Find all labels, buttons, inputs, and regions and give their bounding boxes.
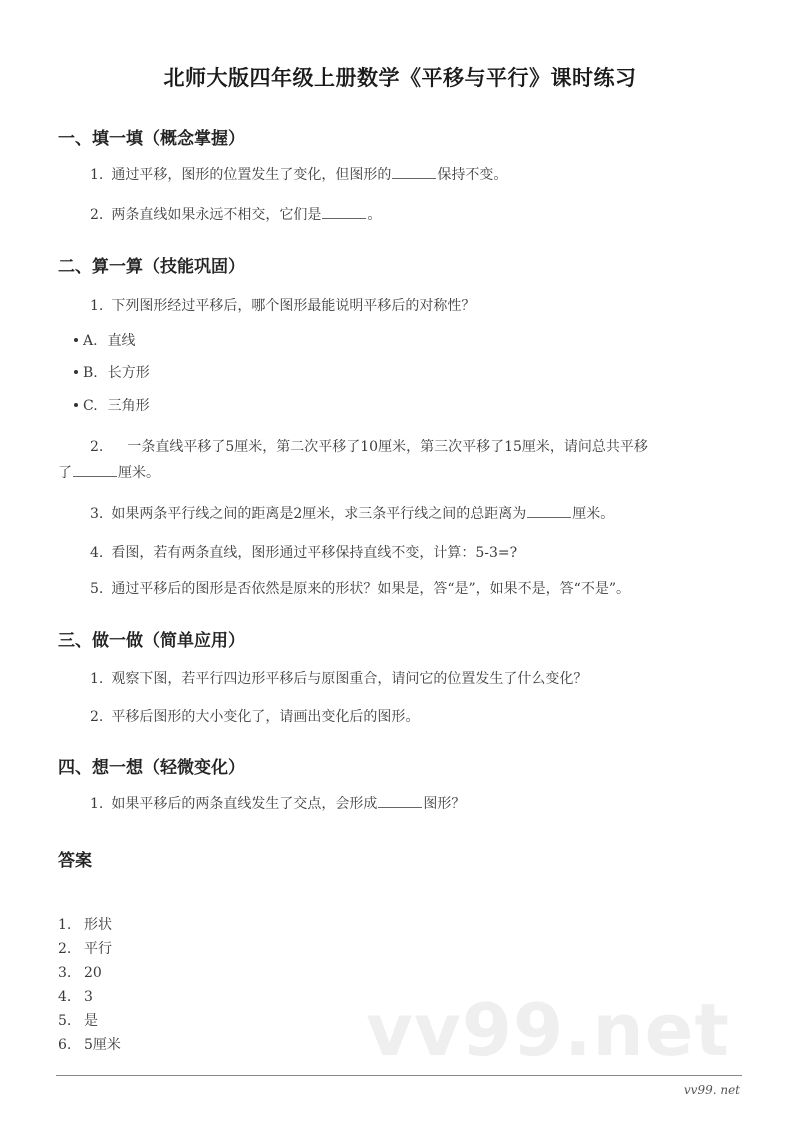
question-number: 2. — [90, 709, 104, 725]
answer-blank — [322, 204, 366, 219]
option-a — [74, 330, 136, 350]
question-1-2 — [90, 204, 381, 224]
question-number: 1. — [90, 167, 104, 183]
option-b — [74, 362, 150, 382]
question-text: 一条直线平移了5厘米，第二次平移了10厘米，第三次平移了15厘米，请问总共平移 — [127, 439, 648, 455]
question-text-cont: 了 — [58, 465, 72, 481]
question-text: 如果平移后的两条直线发生了交点，会形成 — [111, 796, 378, 812]
answer-text: 形状 — [84, 917, 112, 933]
question-2-5 — [90, 578, 630, 598]
answer-number: 3. — [58, 965, 72, 981]
question-4-1 — [90, 793, 465, 813]
question-text-end: 。 — [367, 207, 382, 223]
answer-text: 是 — [84, 1013, 98, 1029]
answer-list — [58, 913, 121, 1057]
question-2-1 — [90, 295, 475, 315]
answer-item — [58, 1033, 121, 1057]
answer-item — [58, 961, 121, 985]
bullet-icon — [74, 403, 78, 407]
bullet-icon — [74, 338, 78, 342]
question-text: 下列图形经过平移后，哪个图形最能说明平移后的对称性？ — [111, 298, 476, 314]
option-c — [74, 395, 150, 415]
answers-heading: 答案 — [58, 851, 92, 871]
answer-blank — [392, 164, 436, 179]
question-text: 如果两条平行线之间的距离是2厘米，求三条平行线之间的总距离为 — [111, 506, 527, 522]
section-heading-4: 四、想一想（轻微变化） — [58, 758, 245, 778]
answer-item — [58, 1009, 121, 1033]
option-letter: B. — [83, 365, 98, 381]
question-number: 4. — [90, 545, 104, 561]
question-3-2 — [90, 706, 419, 726]
answer-number: 5. — [58, 1013, 72, 1029]
question-number: 2. — [90, 207, 104, 223]
question-text: 通过平移，图形的位置发生了变化，但图形的 — [111, 167, 392, 183]
question-2-2 — [58, 434, 748, 486]
question-number: 5. — [90, 581, 104, 597]
option-text: 三角形 — [107, 398, 150, 414]
answer-blank — [527, 503, 571, 518]
question-text-end: 厘米。 — [118, 465, 160, 481]
answer-text: 5厘米 — [84, 1037, 121, 1053]
question-text: 观察下图，若平行四边形平移后与原图重合，请问它的位置发生了什么变化？ — [111, 671, 588, 687]
question-text-end: 厘米。 — [572, 506, 615, 522]
question-text-end: 保持不变。 — [437, 167, 508, 183]
footer-divider — [56, 1075, 742, 1076]
question-text-end: 图形？ — [423, 796, 466, 812]
answer-number: 2. — [58, 941, 72, 957]
question-text: 平移后图形的大小变化了，请画出变化后的图形。 — [111, 709, 420, 725]
answer-blank — [73, 462, 117, 477]
option-letter: A. — [83, 333, 98, 349]
footer-text: vv99. net — [683, 1083, 740, 1097]
question-text: 两条直线如果永远不相交，它们是 — [111, 207, 322, 223]
question-number: 2. — [90, 439, 104, 455]
question-1-1 — [90, 164, 507, 184]
answer-text: 20 — [84, 965, 102, 981]
question-2-3 — [90, 503, 614, 523]
option-text: 直线 — [107, 333, 136, 349]
section-heading-1: 一、填一填（概念掌握） — [58, 129, 245, 149]
question-number: 3. — [90, 506, 104, 522]
section-heading-2: 二、算一算（技能巩固） — [58, 257, 245, 277]
question-text: 看图，若有两条直线，图形通过平移保持直线不变，计算：5-3=? — [111, 545, 518, 561]
answer-number: 6. — [58, 1037, 72, 1053]
question-2-4 — [90, 542, 517, 562]
answer-item — [58, 985, 121, 1009]
section-heading-3: 三、做一做（简单应用） — [58, 631, 245, 651]
answer-blank — [378, 793, 422, 808]
question-text: 通过平移后的图形是否依然是原来的形状？如果是，答“是”，如果不是，答“不是”。 — [111, 581, 630, 597]
question-number: 1. — [90, 671, 104, 687]
question-number: 1. — [90, 298, 104, 314]
answer-item — [58, 937, 121, 961]
answer-item — [58, 913, 121, 937]
bullet-icon — [74, 370, 78, 374]
option-text: 长方形 — [107, 365, 150, 381]
page-title: 北师大版四年级上册数学《平移与平行》课时练习 — [163, 66, 637, 90]
option-letter: C. — [83, 398, 98, 414]
answer-number: 4. — [58, 989, 72, 1005]
question-number: 1. — [90, 796, 104, 812]
answer-text: 平行 — [84, 941, 112, 957]
watermark: vv99.net — [366, 988, 730, 1072]
question-3-1 — [90, 668, 587, 688]
answer-text: 3 — [84, 989, 93, 1005]
answer-number: 1. — [58, 917, 72, 933]
